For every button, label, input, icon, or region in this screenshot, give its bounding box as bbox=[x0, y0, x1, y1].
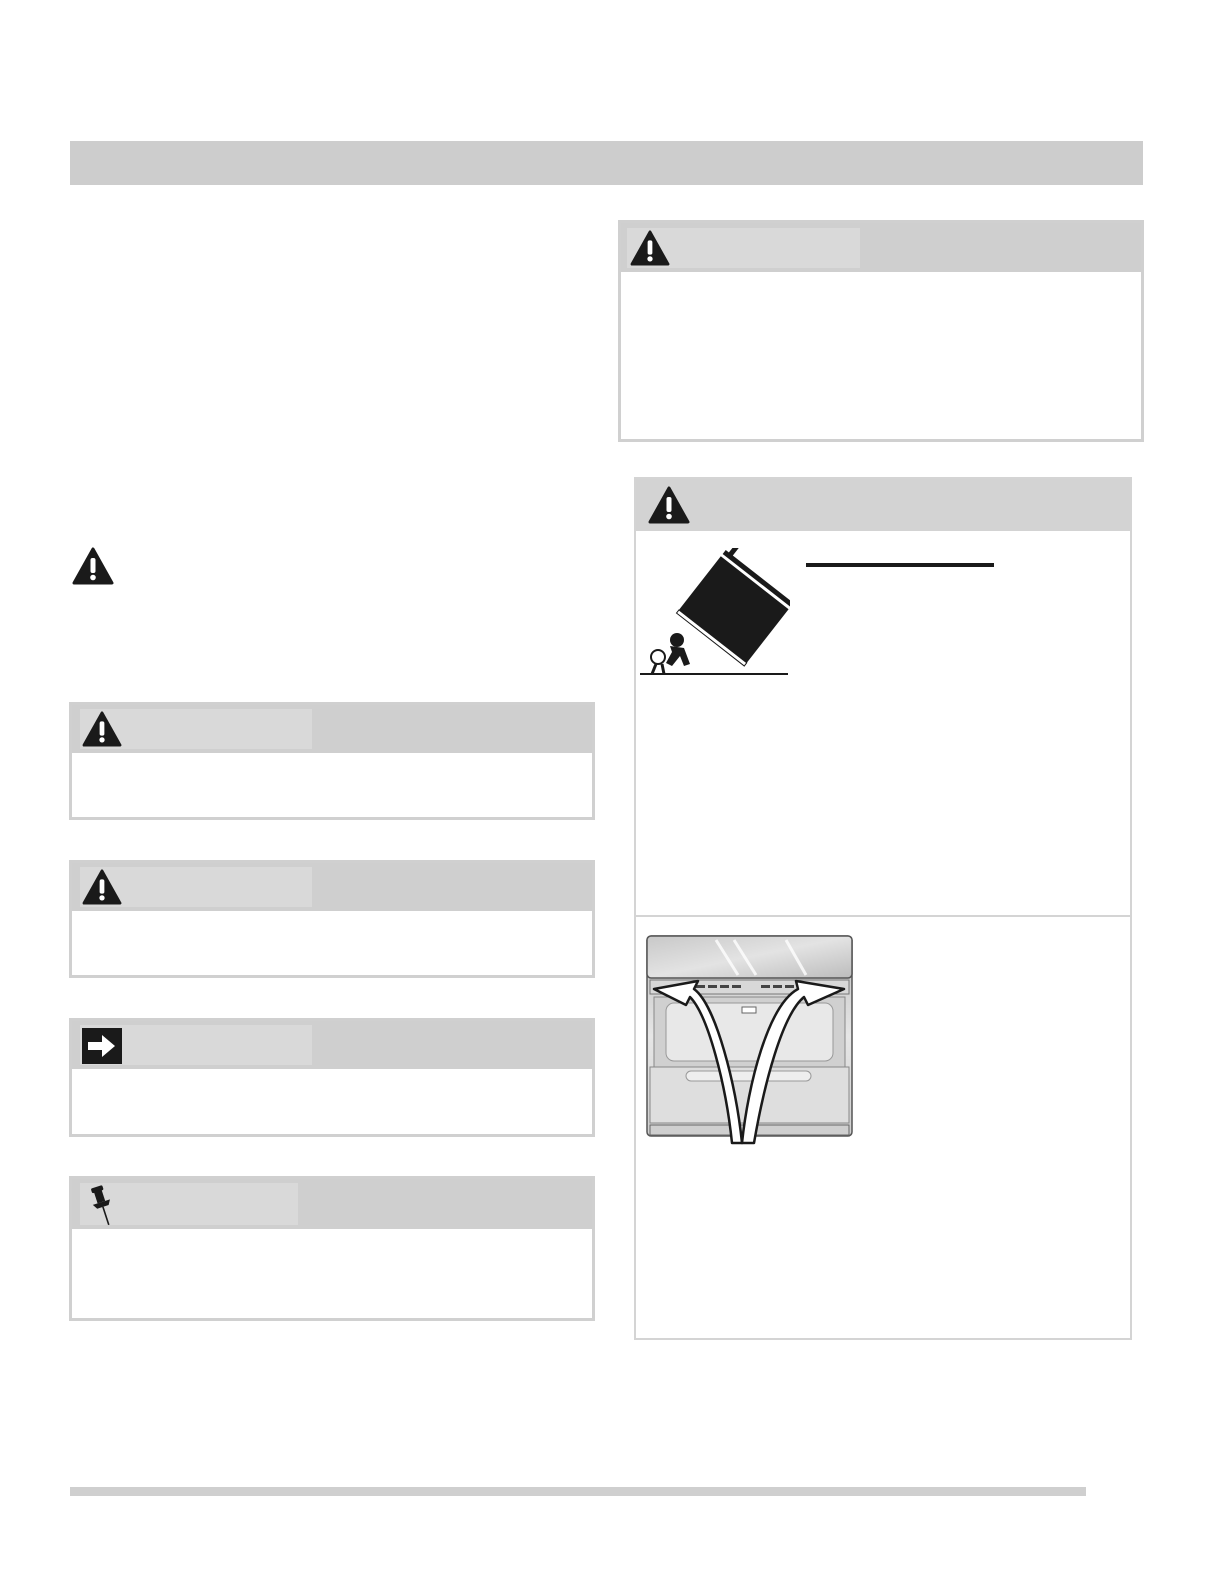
arrow-right-icon bbox=[82, 1028, 122, 1064]
warning-box-right bbox=[618, 220, 1144, 442]
heading-underline bbox=[806, 563, 994, 567]
panel-divider bbox=[634, 915, 1132, 917]
instruction-box bbox=[69, 1018, 595, 1137]
oven-anti-tip-illustration bbox=[646, 935, 854, 1145]
note-box bbox=[69, 1176, 595, 1321]
pushpin-icon bbox=[88, 1184, 116, 1228]
warning-triangle-icon bbox=[82, 869, 122, 905]
warning-triangle-icon bbox=[648, 486, 690, 524]
panel-header bbox=[636, 479, 1130, 531]
warning-triangle-icon bbox=[82, 711, 122, 747]
warning-triangle-icon bbox=[72, 547, 114, 585]
section-header-band bbox=[70, 141, 1143, 185]
tip-over-illustration bbox=[640, 548, 790, 678]
warning-box-2 bbox=[69, 860, 595, 978]
warning-box-1 bbox=[69, 702, 595, 820]
warning-triangle-icon bbox=[630, 230, 670, 266]
footer-rule bbox=[70, 1487, 1086, 1496]
